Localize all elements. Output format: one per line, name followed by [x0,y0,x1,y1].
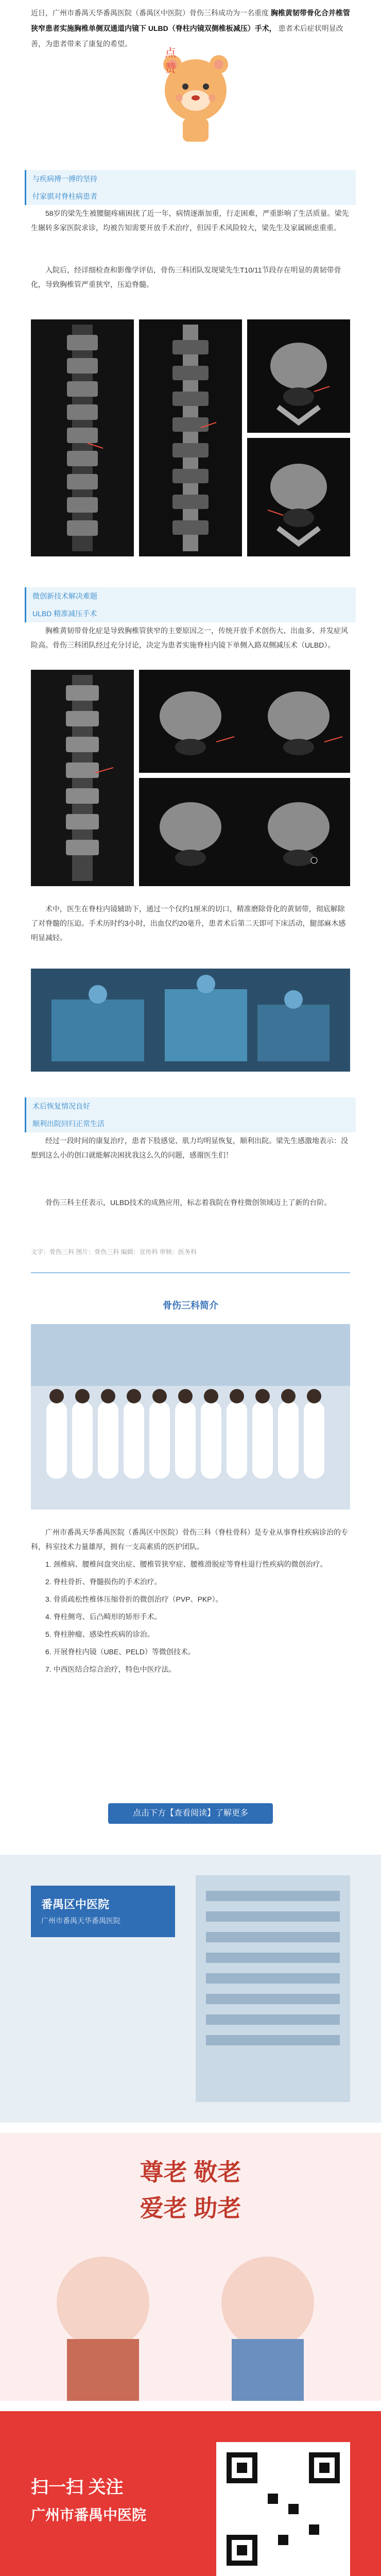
team-group-photo [31,1324,350,1510]
section3-title-line2: 顺利出院回归正常生活 [26,1115,356,1132]
section2-paragraph-1: 胸椎黄韧带骨化症是导致胸椎管狭窄的主要原因之一，传统开放手术创伤大、出血多、并发症风险高。骨伤三科团队经过充分讨论，决定为患者实施脊柱内镜下单侧入路双侧减压术（ULBD）。 [31,626,348,649]
ad2-line3: 爱老 [140,2195,187,2222]
svg-text:点: 点 [165,46,177,59]
dept-item-3: 3. 骨质疏松性椎体压缩骨折的微创治疗（PVP、PKP）。 [45,1595,223,1603]
section3-paragraph-1: 经过一段时间的康复治疗，患者下肢感觉、肌力均明显恢复，顺利出院。梁先生感激地表示：没想到这么小的创口就能解决困扰我这么久的问题，感谢医生们！ [31,1137,348,1159]
hospital-ad-1 [0,1855,381,2123]
section1-paragraph-1: 58岁的梁先生被腰腿疼痛困扰了近一年，病情逐渐加重，行走困难，严重影响了生活质量。梁先生辗转多家医院求诊，均被告知需要开放手术治疗，但因手术风险较大，梁先生及家属顾虑重重。 [31,209,349,232]
section1-header [25,170,356,205]
postop-ct-image-2 [139,778,350,886]
surgery-photo [31,969,350,1072]
intro-text-c: 患者术后症状明显改善，为患者带来了康复的希望。 [31,24,343,48]
ad2-headline-2 [0,2190,381,2224]
credits-tags: 文字：骨伤三科 图片：骨伤三科 编辑：宣传科 审核：医务科 [31,1248,197,1256]
section3-paragraph-2: 骨伤三科主任表示，ULBD技术的成熟应用，标志着我院在脊柱微创领域迈上了新的台阶。 [45,1198,332,1207]
section3-title-line1: 术后恢复情况良好 [26,1097,356,1115]
ad2-line1: 尊老 [140,2159,187,2185]
section1-title-line1: 与疾病搏一搏的坚持 [26,170,356,188]
dept-description [31,1525,350,1680]
ad2-line4: 助老 [194,2195,241,2222]
ad3-line2: 广州市番禺中医院 [31,2507,147,2523]
mri-t2-image [139,319,242,556]
section2-title-line2: ULBD 精准减压手术 [26,605,356,622]
postop-sagittal-image [31,670,134,886]
ct-axial-image-1 [247,319,350,433]
ct-axial-image-2 [247,438,350,556]
ad1-subtitle: 广州市番禺天华番禺医院 [41,1917,120,1925]
dept-title: 骨伤三科简介 [163,1300,218,1311]
dept-intro-text: 广州市番禺天华番禺医院（番禺区中医院）骨伤三科（脊柱骨科）是专业从事脊柱疾病诊治的专科，科室技术力量雄厚，拥有一支高素质的医护团队。 [31,1528,348,1551]
section2-title-line1: 微创新技术解决难题 [26,587,356,605]
cartoon-bear-icon [154,41,237,149]
dept-item-2: 2. 脊柱骨折、脊髓损伤的手术治疗。 [45,1578,162,1586]
elderly-care-ad [0,2133,381,2401]
section3-header [25,1097,356,1132]
postop-ct-image-1 [139,670,350,773]
section1-title-line2: 付家骐对脊柱病患者 [26,188,356,205]
dept-item-7: 7. 中西医结合综合治疗，特色中医疗法。 [45,1665,176,1673]
dept-item-5: 5. 脊柱肿瘤、感染性疾病的诊治。 [45,1630,154,1638]
dept-item-1: 1. 颈椎病、腰椎间盘突出症、腰椎管狭窄症、腰椎滑脱症等脊柱退行性疾病的微创治疗。 [45,1560,327,1568]
section1-paragraph-2: 入院后，经详细检查和影像学评估，骨伤三科团队发现梁先生T10/11节段存在明显的黄韧带骨化，导致胸椎管严重狭窄，压迫脊髓。 [31,266,341,289]
dept-item-6: 6. 开展脊柱内镜（UBE、PELD）等微创技术。 [45,1648,195,1656]
section2-paragraph-2: 术中，医生在脊柱内镜辅助下，通过一个仅约1厘米的切口，精准磨除骨化的黄韧带，彻底解除了对脊髓的压迫。手术历时约3小时，出血仅约20毫升，患者术后第二天即可下床活动，腿部麻木感明显减轻。 [31,905,346,942]
intro-text-b: 胸椎黄韧带骨化合并椎管狭窄患者实施胸椎单侧双通道内镜下 ULBD（脊柱内镜双侧椎板减压）手术， [31,9,350,32]
read-more-button[interactable]: 点击下方【查看阅读】了解更多 [108,1803,273,1824]
svg-text:赞: 赞 [165,62,177,75]
intro-text-a: 近日，广州市番禺天华番禺医院（番禺区中医院）骨伤三科成功为一名重度 [31,9,269,17]
follow-ad [0,2411,381,2576]
ad2-line2: 敬老 [194,2159,241,2185]
mri-sagittal-image [31,319,134,556]
dept-item-4: 4. 脊柱侧弯、后凸畸形的矫形手术。 [45,1613,162,1621]
section2-header [25,587,356,622]
ad3-line1: 扫一扫 关注 [31,2478,124,2497]
ad2-headline [0,2154,381,2188]
ad1-title: 番禺区中医院 [41,1898,110,1911]
